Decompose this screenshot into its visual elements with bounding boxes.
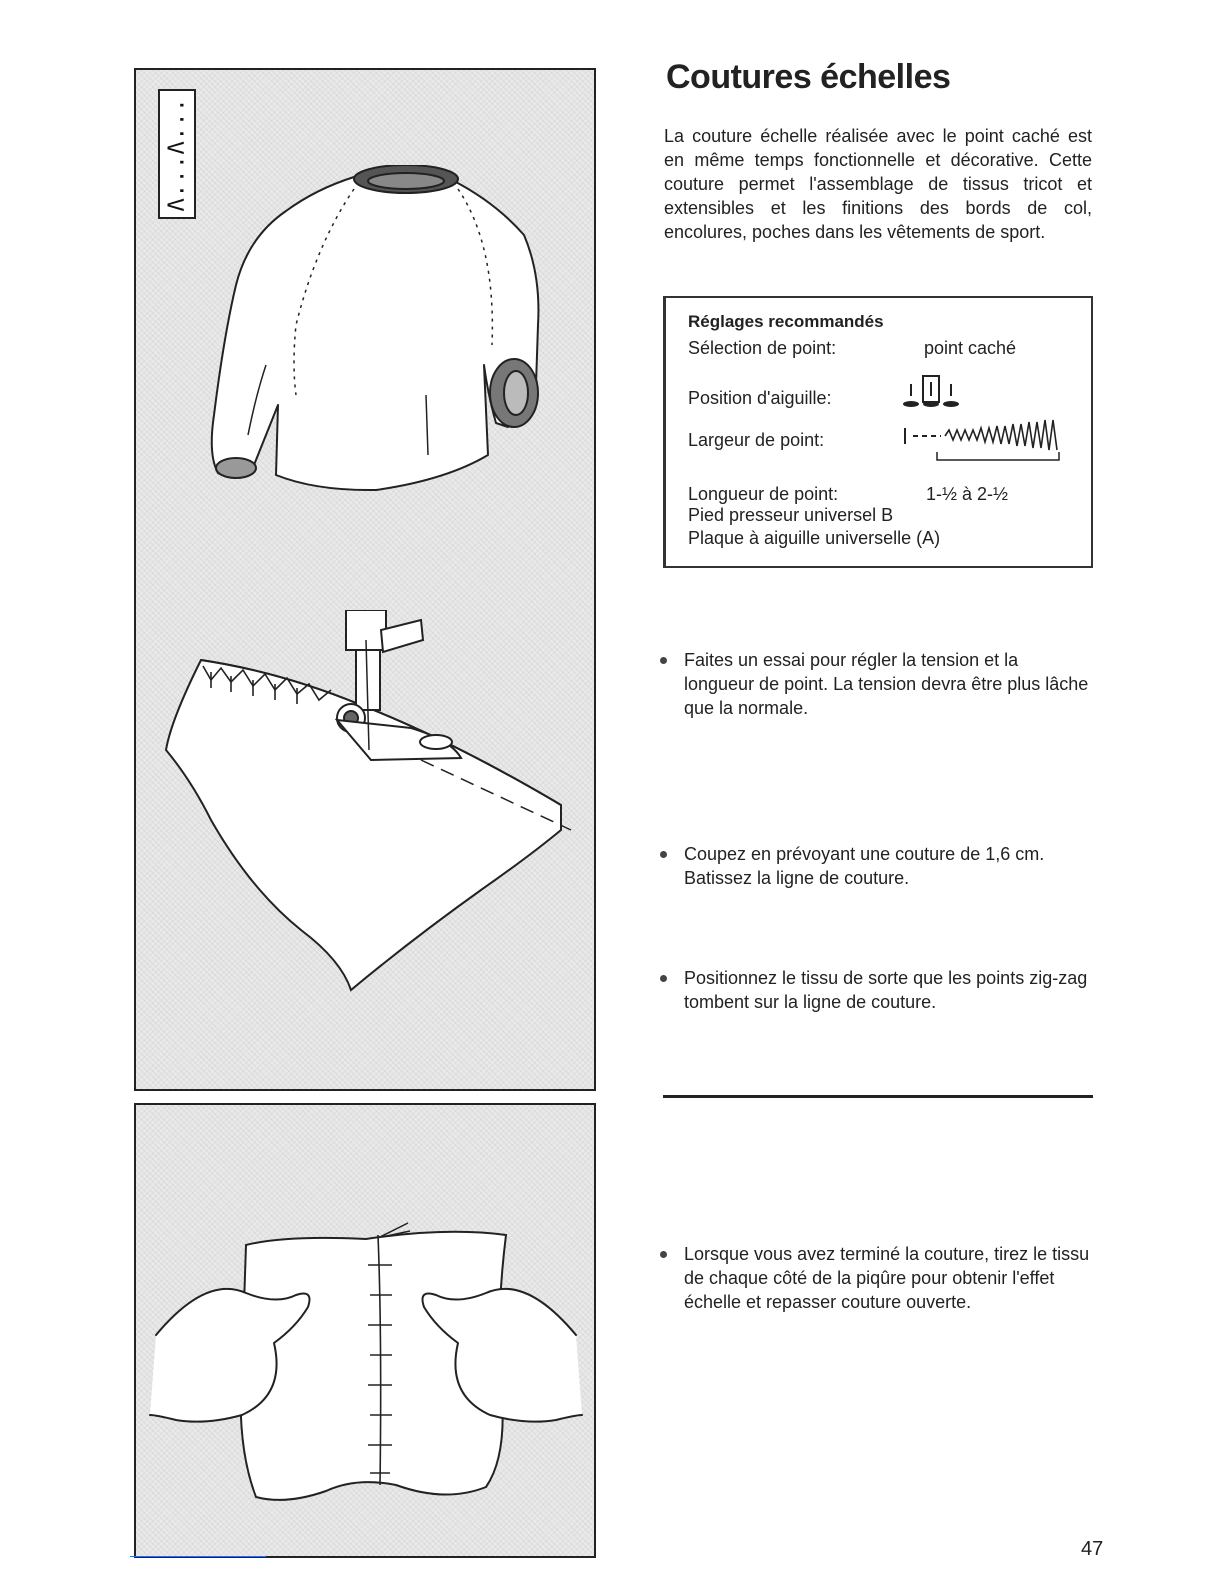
bullet-text: Coupez en prévoyant une couture de 1,6 cm. Batissez la ligne de couture. xyxy=(684,844,1045,888)
needle-position-icon xyxy=(901,374,961,414)
sweater-illustration xyxy=(196,165,596,515)
footer-line xyxy=(130,1556,266,1557)
bullet-dot-icon xyxy=(660,1251,667,1258)
stitch-length-label: Longueur de point: xyxy=(688,484,839,504)
sewing-machine-foot-illustration xyxy=(151,610,591,1030)
recommended-settings-box xyxy=(663,296,1093,568)
bullet-item xyxy=(660,966,1092,1014)
stitch-selection-label: Sélection de point: xyxy=(688,338,837,358)
stitch-width-label: Largeur de point: xyxy=(688,430,825,450)
stitch-selection-value: point caché xyxy=(924,338,1017,358)
illustration-panel-bottom xyxy=(134,1103,596,1558)
page-title: Coutures échelles xyxy=(666,58,951,96)
zigzag-width-icon xyxy=(901,416,1071,466)
bullet-dot-icon xyxy=(660,851,667,858)
bullet-text: Faites un essai pour régler la tension et la longueur de point. La tension devra être plus lâche que la normale. xyxy=(684,650,1089,718)
bullet-text: Positionnez le tissu de sorte que les points zig-zag tombent sur la ligne de couture. xyxy=(684,968,1088,1012)
bullet-text: Lorsque vous avez terminé la couture, tirez le tissu de chaque côté de la piqûre pour obtenir l'effet échelle et repasser couture ouverte. xyxy=(684,1244,1090,1312)
bullet-item xyxy=(660,1242,1092,1314)
needle-position-label: Position d'aiguille: xyxy=(688,388,832,408)
bullet-item xyxy=(660,842,1092,890)
bullet-dot-icon xyxy=(660,657,667,664)
blind-stitch-symbol xyxy=(158,89,196,219)
page-number: 47 xyxy=(1081,1538,1104,1560)
intro-paragraph: La couture échelle réalisée avec le point caché est en même temps fonctionnelle et décorative. Cette couture permet l'assemblage de tissus tricot et extensibles et les finitions des bords de col, encolures, poches dans les vêtements de sport. xyxy=(664,126,1092,242)
settings-heading: Réglages recommandés xyxy=(688,312,884,331)
bullet-dot-icon xyxy=(660,975,667,982)
bullet-item xyxy=(660,648,1092,720)
needle-plate: Plaque à aiguille universelle (A) xyxy=(688,528,941,548)
stitch-length-value: 1-½ à 2-½ xyxy=(926,484,1009,504)
stitch-symbol-text: Λ...Λ... xyxy=(164,97,190,211)
section-divider xyxy=(663,1095,1093,1098)
hands-pulling-fabric-illustration xyxy=(146,1215,586,1515)
illustration-panel-top xyxy=(134,68,596,1091)
presser-foot: Pied presseur universel B xyxy=(688,505,894,525)
